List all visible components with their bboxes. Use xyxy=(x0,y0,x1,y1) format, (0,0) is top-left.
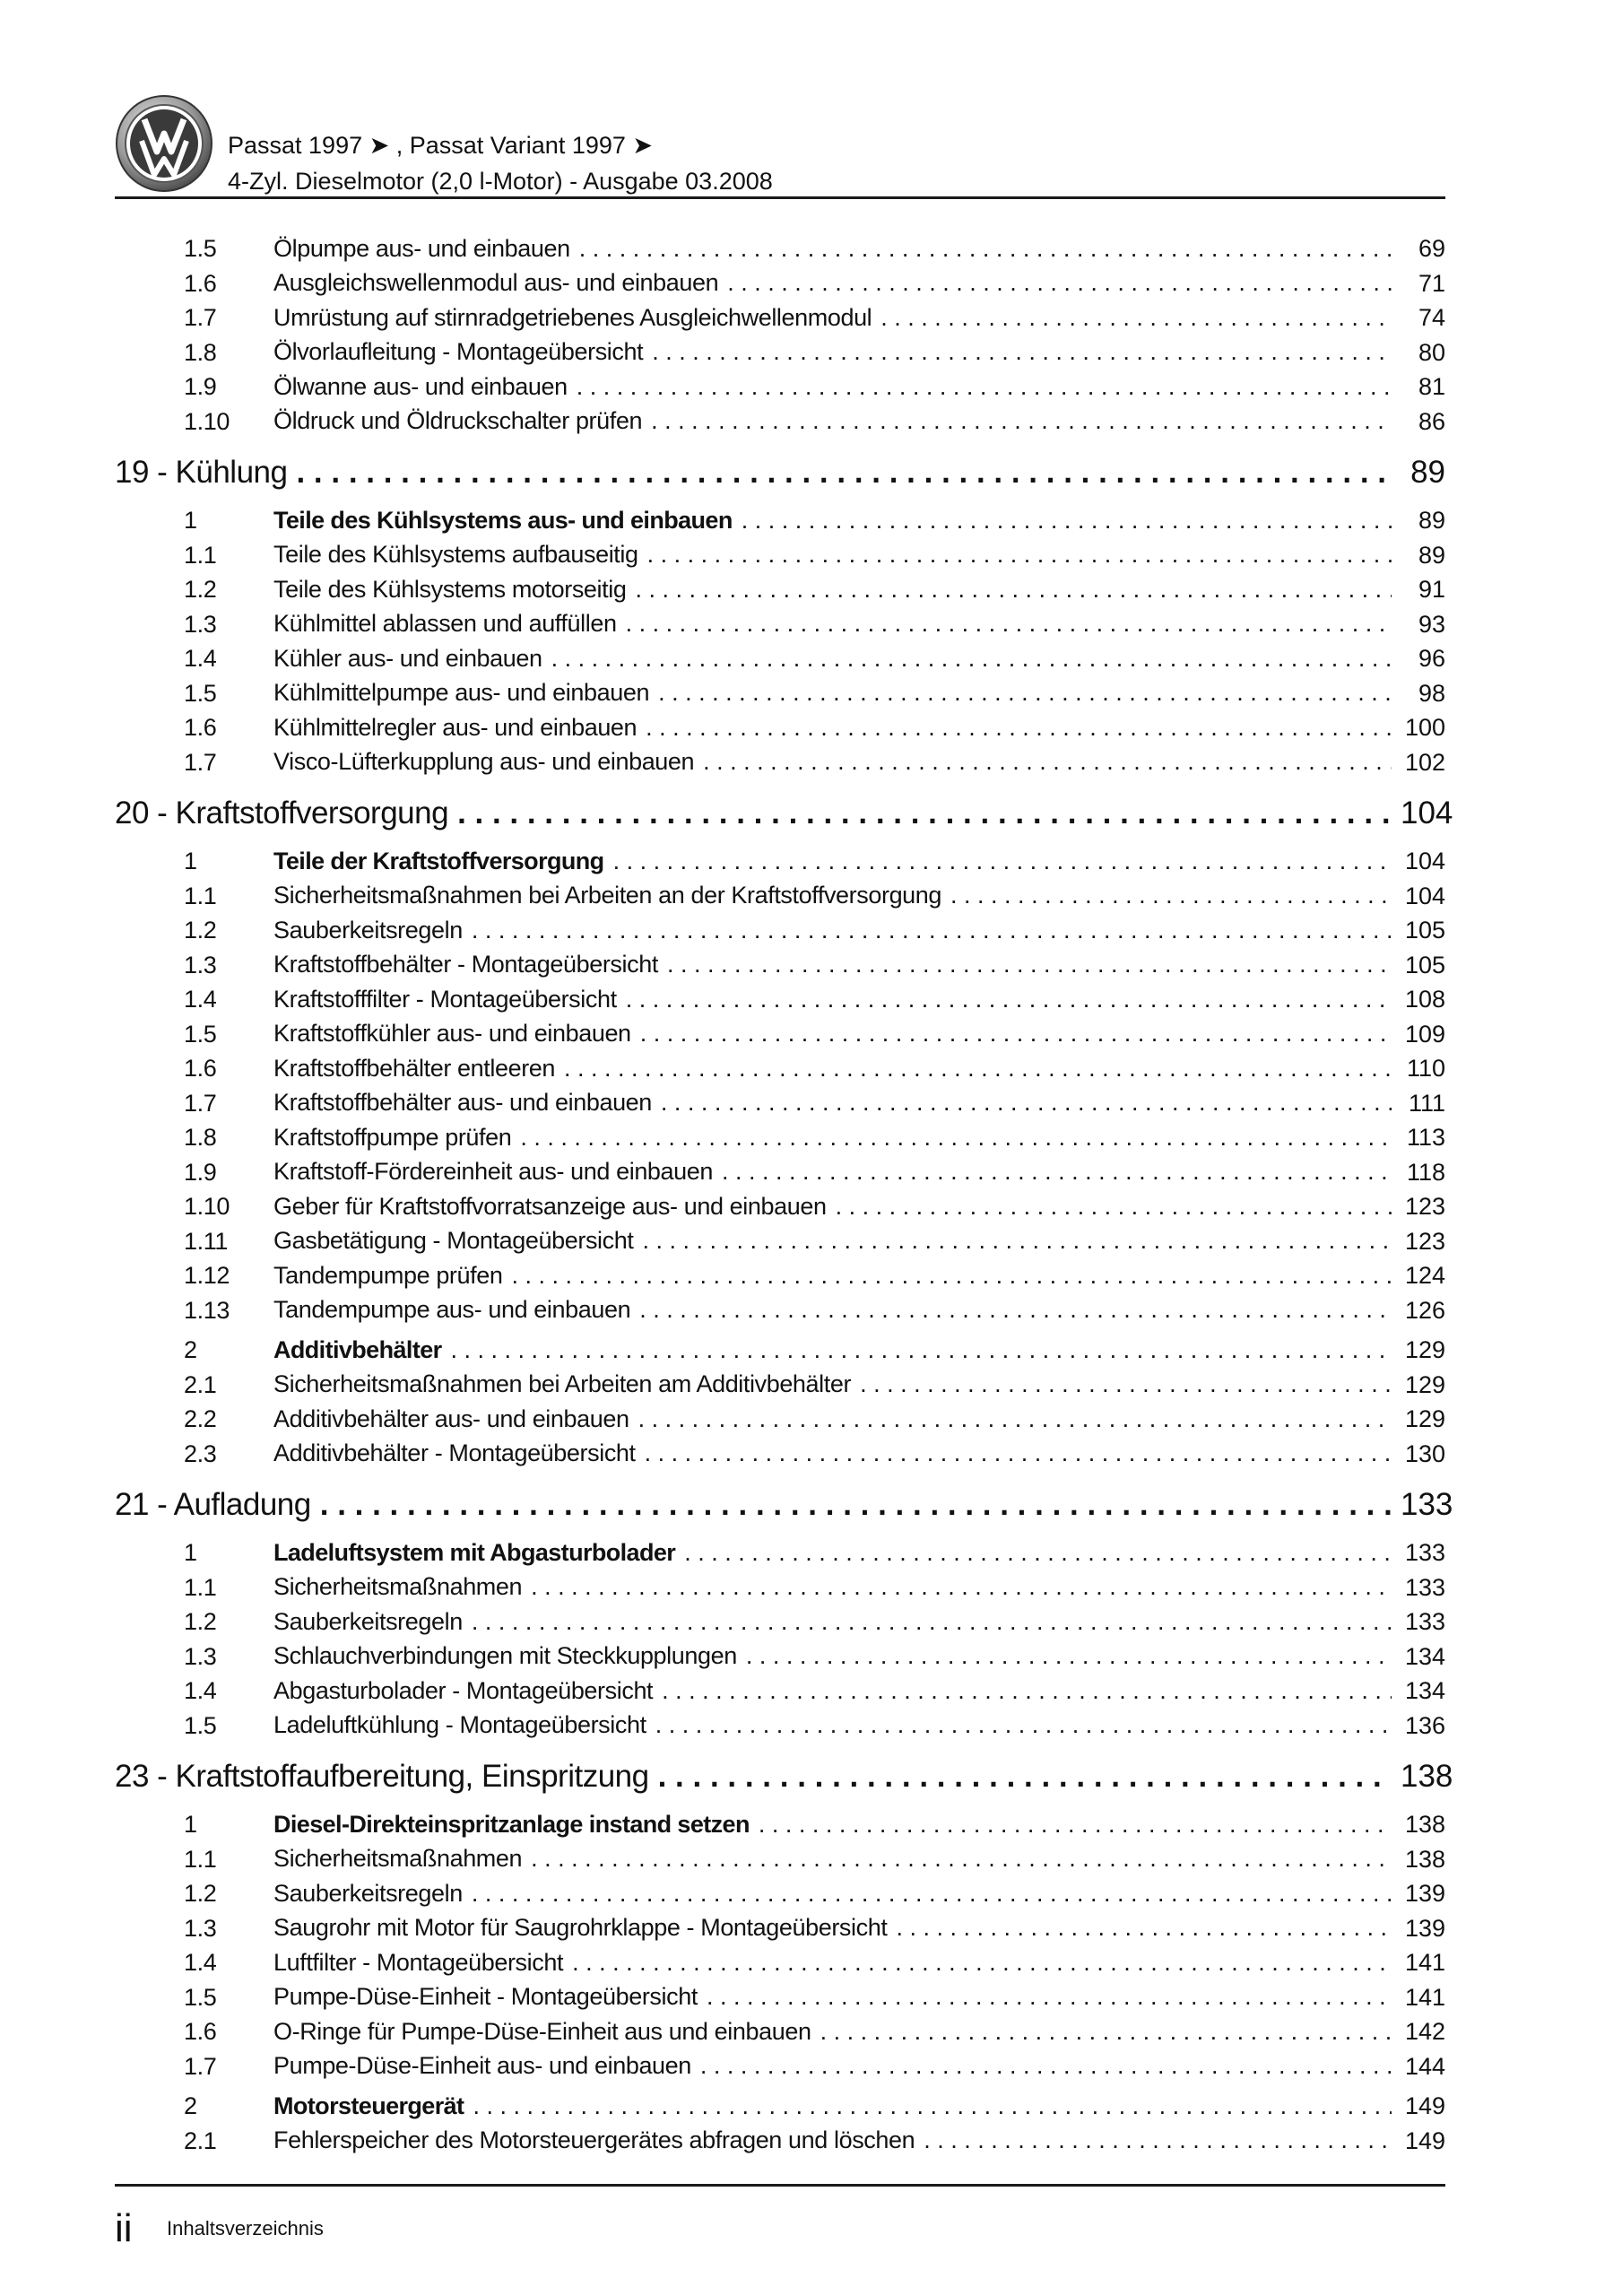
toc-entry-number: 1.6 xyxy=(184,1055,217,1082)
table-of-contents xyxy=(0,231,1622,2158)
toc-entry-title: Sauberkeitsregeln xyxy=(273,1879,463,1907)
toc-entry-number: 1.5 xyxy=(184,1020,217,1048)
toc-entry-title: Additivbehälter aus- und einbauen xyxy=(273,1405,629,1432)
toc-entry-title: Sauberkeitsregeln xyxy=(273,916,463,944)
dot-leader xyxy=(647,541,1392,569)
toc-entry-number: 2 xyxy=(184,1336,198,1363)
dot-leader xyxy=(642,1227,1392,1255)
dot-leader xyxy=(661,1089,1392,1117)
toc-entry-page: 138 xyxy=(1404,1845,1445,1873)
toc-entry-title: Kraftstoff-Fördereinheit aus- und einbauen xyxy=(273,1158,714,1186)
dot-leader xyxy=(742,507,1392,535)
toc-entry-page: 133 xyxy=(1404,1573,1445,1601)
toc-entry-number: 1.6 xyxy=(184,714,217,741)
toc-entry-page: 80 xyxy=(1418,338,1445,366)
dot-leader xyxy=(626,986,1392,1013)
toc-entry-number: 1.6 xyxy=(184,2018,217,2045)
toc-entry-title: Ölpumpe aus- und einbauen xyxy=(273,234,570,262)
toc-entry[interactable] xyxy=(0,2124,1622,2159)
toc-entry[interactable] xyxy=(0,676,1622,711)
toc-entry-title: Abgasturbolader - Montageübersicht xyxy=(273,1676,654,1704)
toc-entry-page: 104 xyxy=(1404,882,1445,909)
toc-entry-number: 1.7 xyxy=(184,1089,217,1117)
toc-entry-page: 111 xyxy=(1408,1089,1445,1117)
toc-entry-number: 1.1 xyxy=(184,1573,217,1601)
toc-entry-page: 100 xyxy=(1404,714,1445,741)
toc-entry-title: Ladeluftsystem mit Abgasturbolader xyxy=(273,1538,676,1566)
toc-entry-title: Pumpe-Düse-Einheit - Montageübersicht xyxy=(273,1983,698,2011)
dot-leader xyxy=(667,951,1392,978)
toc-entry[interactable] xyxy=(0,2089,1622,2124)
toc-entry-page: 142 xyxy=(1404,2018,1445,2045)
toc-entry-title: Teile der Kraftstoffversorgung xyxy=(273,847,604,874)
toc-entry-page: 108 xyxy=(1404,986,1445,1013)
toc-entry-title: Kühler aus- und einbauen xyxy=(273,644,542,672)
toc-entry-title: Kraftstoffpumpe prüfen xyxy=(273,1123,512,1151)
dot-leader xyxy=(638,1405,1392,1433)
toc-entry[interactable] xyxy=(0,1189,1622,1224)
dot-leader xyxy=(531,1845,1392,1873)
toc-entry[interactable] xyxy=(0,572,1622,607)
toc-entry-page: 69 xyxy=(1418,235,1445,262)
toc-entry-page: 130 xyxy=(1404,1439,1445,1467)
dot-leader xyxy=(579,235,1392,263)
toc-entry-page: 86 xyxy=(1418,407,1445,435)
toc-entry[interactable] xyxy=(0,1086,1622,1121)
toc-entry-title: Kühlmittelregler aus- und einbauen xyxy=(273,713,638,741)
toc-entry-title: Tandempumpe prüfen xyxy=(273,1261,503,1289)
toc-entry-number: 1.3 xyxy=(184,610,217,638)
toc-entry[interactable] xyxy=(0,1535,1622,1570)
toc-entry-title: Gasbetätigung - Montageübersicht xyxy=(273,1227,634,1255)
toc-entry-title: Geber für Kraftstoffvorratsanzeige aus- und einbauen xyxy=(273,1192,827,1220)
toc-entry-page: 144 xyxy=(1404,2052,1445,2080)
toc-entry-page: 133 xyxy=(1401,1487,1453,1522)
dot-leader xyxy=(655,1711,1392,1739)
toc-entry[interactable] xyxy=(0,1258,1622,1293)
toc-entry[interactable] xyxy=(0,982,1622,1017)
toc-entry-page: 123 xyxy=(1404,1193,1445,1220)
footer-page-number: ii xyxy=(115,2206,133,2250)
toc-entry-title: 23 - Kraftstoffaufbereitung, Einspritzung xyxy=(115,1759,649,1794)
dot-leader xyxy=(640,1020,1392,1048)
toc-entry-page: 109 xyxy=(1404,1020,1445,1048)
toc-entry-page: 118 xyxy=(1406,1158,1445,1186)
toc-entry-page: 129 xyxy=(1404,1336,1445,1363)
toc-entry-page: 129 xyxy=(1404,1370,1445,1398)
toc-entry-page: 133 xyxy=(1404,1539,1445,1566)
toc-entry-number: 1.10 xyxy=(184,407,230,435)
toc-entry-page: 141 xyxy=(1404,1983,1445,2011)
toc-entry-title: Luftfilter - Montageübersicht xyxy=(273,1948,564,1976)
footer-rule xyxy=(115,2184,1445,2187)
vw-logo xyxy=(115,94,213,193)
toc-entry-number: 1.5 xyxy=(184,1983,217,2011)
dot-leader xyxy=(860,1370,1392,1398)
toc-entry[interactable] xyxy=(0,1709,1622,1744)
dot-leader xyxy=(613,848,1392,875)
toc-entry-number: 1.3 xyxy=(184,1914,217,1942)
toc-entry-title: Kühlmittel ablassen und auffüllen xyxy=(273,610,617,638)
dot-leader xyxy=(652,338,1392,366)
toc-entry-title: 20 - Kraftstoffversorgung xyxy=(115,796,449,831)
dot-leader xyxy=(511,1262,1392,1290)
toc-chapter[interactable] xyxy=(0,788,1622,839)
toc-entry[interactable] xyxy=(0,300,1622,335)
toc-entry-page: 89 xyxy=(1418,541,1445,569)
toc-entry-number: 1.8 xyxy=(184,338,217,366)
toc-entry-number: 1.2 xyxy=(184,576,217,603)
toc-entry-title: Umrüstung auf stirnradgetriebenes Ausgleichwellenmodul xyxy=(273,303,872,331)
toc-entry[interactable] xyxy=(0,1674,1622,1709)
toc-entry[interactable] xyxy=(0,1639,1622,1674)
toc-entry-page: 81 xyxy=(1418,373,1445,400)
toc-entry-page: 124 xyxy=(1404,1262,1445,1289)
toc-entry-number: 1.4 xyxy=(184,645,217,672)
toc-entry[interactable] xyxy=(0,1224,1622,1259)
toc-entry-number: 1.4 xyxy=(184,986,217,1013)
dot-leader xyxy=(700,2052,1392,2080)
toc-entry-number: 1.2 xyxy=(184,917,217,944)
toc-entry-page: 134 xyxy=(1404,1677,1445,1704)
toc-entry-title: Sicherheitsmaßnahmen xyxy=(273,1573,523,1601)
dot-leader xyxy=(472,1880,1392,1908)
toc-entry-page: 138 xyxy=(1404,1811,1445,1838)
toc-entry-number: 1.2 xyxy=(184,1880,217,1907)
dot-leader xyxy=(707,1983,1392,2011)
toc-entry-number: 1.4 xyxy=(184,1677,217,1704)
toc-entry-title: Sicherheitsmaßnahmen bei Arbeiten am Additivbehälter xyxy=(273,1370,852,1398)
dot-leader xyxy=(551,645,1392,673)
toc-entry-title: Kraftstoffbehälter - Montageübersicht xyxy=(273,951,658,978)
toc-entry-title: Saugrohr mit Motor für Saugrohrklappe - Montageübersicht xyxy=(273,1914,888,1942)
toc-entry-title: Tandempumpe aus- und einbauen xyxy=(273,1296,631,1324)
toc-entry[interactable] xyxy=(0,1017,1622,1052)
toc-entry-page: 123 xyxy=(1404,1227,1445,1255)
footer-label: Inhaltsverzeichnis xyxy=(167,2217,324,2239)
toc-entry[interactable] xyxy=(0,231,1622,266)
toc-entry-page: 91 xyxy=(1418,576,1445,603)
dot-leader xyxy=(651,407,1392,435)
toc-entry[interactable] xyxy=(0,1333,1622,1368)
dot-leader xyxy=(473,2092,1392,2120)
toc-entry-page: 104 xyxy=(1401,796,1453,831)
toc-entry-title: O-Ringe für Pumpe-Düse-Einheit aus und einbauen xyxy=(273,2017,811,2045)
toc-entry-number: 1.6 xyxy=(184,269,217,297)
dot-leader xyxy=(684,1539,1392,1567)
toc-entry-number: 1.1 xyxy=(184,541,217,569)
dot-leader xyxy=(635,576,1392,604)
toc-entry-number: 1.8 xyxy=(184,1124,217,1151)
toc-entry-title: Sicherheitsmaßnahmen xyxy=(273,1845,523,1873)
toc-entry-title: Visco-Lüfterkupplung aus- und einbauen xyxy=(273,748,695,776)
dot-leader xyxy=(746,1642,1392,1670)
toc-entry-page: 74 xyxy=(1418,304,1445,331)
toc-entry-page: 149 xyxy=(1404,2126,1445,2154)
toc-entry-page: 96 xyxy=(1418,645,1445,672)
toc-entry-page: 93 xyxy=(1418,610,1445,638)
toc-entry-page: 134 xyxy=(1404,1642,1445,1670)
toc-entry-number: 1.7 xyxy=(184,2052,217,2080)
toc-entry-number: 1.7 xyxy=(184,748,217,776)
dot-leader xyxy=(658,679,1392,707)
toc-entry-page: 139 xyxy=(1404,1914,1445,1942)
toc-entry[interactable] xyxy=(0,1368,1622,1403)
dot-leader xyxy=(577,373,1392,401)
dot-leader xyxy=(950,882,1392,909)
toc-entry-title: Ladeluftkühlung - Montageübersicht xyxy=(273,1711,646,1739)
toc-entry[interactable] xyxy=(0,1155,1622,1190)
dot-leader xyxy=(626,610,1392,638)
toc-entry-page: 113 xyxy=(1406,1124,1445,1151)
dot-leader xyxy=(880,304,1392,332)
header-subtitle: 4-Zyl. Dieselmotor (2,0 l-Motor) - Ausgabe 03.2008 xyxy=(228,168,773,195)
toc-entry-title: Kraftstoffbehälter entleeren xyxy=(273,1054,556,1082)
toc-entry[interactable] xyxy=(0,2049,1622,2084)
toc-entry-number: 2.2 xyxy=(184,1405,217,1432)
dot-leader xyxy=(531,1573,1392,1601)
toc-entry-number: 2.3 xyxy=(184,1439,217,1467)
toc-entry-title: Kühlmittelpumpe aus- und einbauen xyxy=(273,679,650,707)
toc-entry-title: Pumpe-Düse-Einheit aus- und einbauen xyxy=(273,2052,691,2080)
toc-entry-title: Motorsteuergerät xyxy=(273,2092,464,2119)
dot-leader xyxy=(645,1439,1392,1467)
toc-entry[interactable] xyxy=(0,1120,1622,1155)
toc-entry[interactable] xyxy=(0,1402,1622,1437)
dot-leader xyxy=(658,1759,1392,1795)
toc-entry-number: 1.5 xyxy=(184,1711,217,1739)
toc-entry-title: Additivbehälter xyxy=(273,1335,442,1363)
toc-entry[interactable] xyxy=(0,879,1622,914)
toc-entry-title: Ölvorlaufleitung - Montageübersicht xyxy=(273,338,644,366)
toc-entry-title: Ölwanne aus- und einbauen xyxy=(273,372,568,400)
toc-entry-number: 1.2 xyxy=(184,1608,217,1635)
dot-leader xyxy=(320,1487,1392,1523)
toc-entry-number: 1 xyxy=(184,848,198,874)
toc-entry-title: Additivbehälter - Montageübersicht xyxy=(273,1439,636,1467)
toc-entry[interactable] xyxy=(0,641,1622,676)
dot-leader xyxy=(472,1608,1392,1636)
toc-entry-number: 1 xyxy=(184,507,198,534)
header-rule xyxy=(115,196,1445,199)
toc-entry-page: 89 xyxy=(1410,455,1445,490)
toc-entry-page: 102 xyxy=(1404,748,1445,776)
dot-leader xyxy=(924,2126,1392,2154)
toc-entry[interactable] xyxy=(0,538,1622,573)
toc-entry-number: 1.13 xyxy=(184,1296,230,1324)
toc-entry[interactable] xyxy=(0,948,1622,983)
dot-leader xyxy=(662,1677,1392,1705)
toc-entry-number: 1.4 xyxy=(184,1949,217,1976)
toc-entry-number: 1.12 xyxy=(184,1262,230,1289)
toc-entry[interactable] xyxy=(0,1911,1622,1946)
toc-entry-page: 136 xyxy=(1404,1711,1445,1739)
dot-leader xyxy=(639,1296,1392,1324)
toc-entry-title: Teile des Kühlsystems aus- und einbauen xyxy=(273,506,733,534)
toc-entry-page: 71 xyxy=(1418,269,1445,297)
dot-leader xyxy=(296,455,1392,491)
toc-entry-title: Kraftstofffilter - Montageübersicht xyxy=(273,985,617,1013)
toc-entry-number: 1.9 xyxy=(184,1158,217,1186)
dot-leader xyxy=(820,2018,1392,2046)
toc-entry-title: Fehlerspeicher des Motorsteuergerätes abfragen und löschen xyxy=(273,2126,915,2154)
toc-entry-title: Kraftstoffkühler aus- und einbauen xyxy=(273,1020,631,1048)
toc-entry-title: Teile des Kühlsystems motorseitig xyxy=(273,575,627,603)
toc-entry[interactable] xyxy=(0,607,1622,642)
toc-entry[interactable] xyxy=(0,844,1622,879)
dot-leader xyxy=(472,917,1392,944)
toc-entry[interactable] xyxy=(0,1605,1622,1639)
dot-leader xyxy=(759,1811,1392,1839)
toc-entry[interactable] xyxy=(0,335,1622,370)
toc-entry-number: 1.5 xyxy=(184,679,217,707)
toc-entry[interactable] xyxy=(0,404,1622,439)
toc-entry-number: 1.3 xyxy=(184,1642,217,1670)
dot-leader xyxy=(564,1055,1392,1083)
toc-entry-page: 104 xyxy=(1404,848,1445,874)
toc-entry-page: 129 xyxy=(1404,1405,1445,1432)
toc-entry-title: Ausgleichswellenmodul aus- und einbauen xyxy=(273,269,719,297)
toc-entry[interactable] xyxy=(0,266,1622,301)
toc-entry-number: 2.1 xyxy=(184,2126,217,2154)
toc-entry[interactable] xyxy=(0,1051,1622,1086)
toc-entry-title: Sauberkeitsregeln xyxy=(273,1607,463,1635)
dot-leader xyxy=(836,1193,1392,1221)
toc-entry[interactable] xyxy=(0,1570,1622,1605)
dot-leader xyxy=(722,1158,1392,1186)
dot-leader xyxy=(703,748,1392,776)
toc-entry-number: 1.3 xyxy=(184,951,217,978)
toc-entry[interactable] xyxy=(0,370,1622,404)
toc-entry[interactable] xyxy=(0,913,1622,948)
toc-entry-page: 105 xyxy=(1404,951,1445,978)
toc-entry-title: Öldruck und Öldruckschalter prüfen xyxy=(273,407,643,435)
toc-entry-number: 1 xyxy=(184,1539,198,1566)
toc-entry-title: Sicherheitsmaßnahmen bei Arbeiten an der Kraftstoffversorgung xyxy=(273,882,942,909)
toc-entry[interactable] xyxy=(0,745,1622,780)
toc-entry-title: Diesel-Direkteinspritzanlage instand setzen xyxy=(273,1810,750,1838)
toc-chapter[interactable] xyxy=(0,448,1622,498)
toc-entry-number: 1.5 xyxy=(184,235,217,262)
toc-entry-page: 138 xyxy=(1401,1759,1453,1794)
toc-entry-number: 2.1 xyxy=(184,1370,217,1398)
toc-entry-title: 19 - Kühlung xyxy=(115,455,288,490)
toc-entry-page: 98 xyxy=(1418,679,1445,707)
toc-entry-page: 126 xyxy=(1404,1296,1445,1324)
toc-entry-title: Teile des Kühlsystems aufbauseitig xyxy=(273,541,638,569)
toc-entry-title: Kraftstoffbehälter aus- und einbauen xyxy=(273,1089,652,1117)
toc-entry[interactable] xyxy=(0,503,1622,538)
toc-entry-number: 1.1 xyxy=(184,1845,217,1873)
toc-entry-title: 21 - Aufladung xyxy=(115,1487,311,1522)
toc-entry[interactable] xyxy=(0,1293,1622,1328)
toc-chapter[interactable] xyxy=(0,1480,1622,1530)
toc-entry[interactable] xyxy=(0,1807,1622,1842)
toc-entry-number: 1.11 xyxy=(184,1227,228,1255)
dot-leader xyxy=(896,1914,1392,1942)
toc-entry-number: 1.9 xyxy=(184,373,217,400)
toc-entry-page: 105 xyxy=(1404,917,1445,944)
toc-entry[interactable] xyxy=(0,710,1622,745)
toc-entry[interactable] xyxy=(0,2014,1622,2049)
toc-entry-page: 110 xyxy=(1406,1055,1445,1082)
dot-leader xyxy=(457,796,1392,831)
toc-entry-page: 133 xyxy=(1404,1608,1445,1635)
dot-leader xyxy=(572,1949,1392,1977)
toc-chapter[interactable] xyxy=(0,1752,1622,1802)
toc-entry[interactable] xyxy=(0,1945,1622,1980)
toc-entry-title: Schlauchverbindungen mit Steckkupplungen xyxy=(273,1642,737,1670)
toc-entry-number: 1.10 xyxy=(184,1193,230,1220)
toc-entry[interactable] xyxy=(0,1980,1622,2015)
toc-entry-page: 141 xyxy=(1404,1949,1445,1976)
toc-entry-number: 1.7 xyxy=(184,304,217,331)
toc-entry-page: 139 xyxy=(1404,1880,1445,1907)
dot-leader xyxy=(727,269,1392,297)
toc-entry-number: 1 xyxy=(184,1811,198,1838)
toc-entry-number: 2 xyxy=(184,2092,198,2119)
toc-entry-page: 149 xyxy=(1404,2092,1445,2119)
dot-leader xyxy=(520,1124,1392,1152)
toc-entry-page: 89 xyxy=(1418,507,1445,534)
toc-entry[interactable] xyxy=(0,1876,1622,1911)
dot-leader xyxy=(646,714,1392,742)
toc-entry[interactable] xyxy=(0,1842,1622,1877)
dot-leader xyxy=(451,1336,1392,1364)
toc-entry-number: 1.1 xyxy=(184,882,217,909)
toc-entry[interactable] xyxy=(0,1437,1622,1472)
header-title: Passat 1997 ➤ , Passat Variant 1997 ➤ xyxy=(228,132,654,159)
